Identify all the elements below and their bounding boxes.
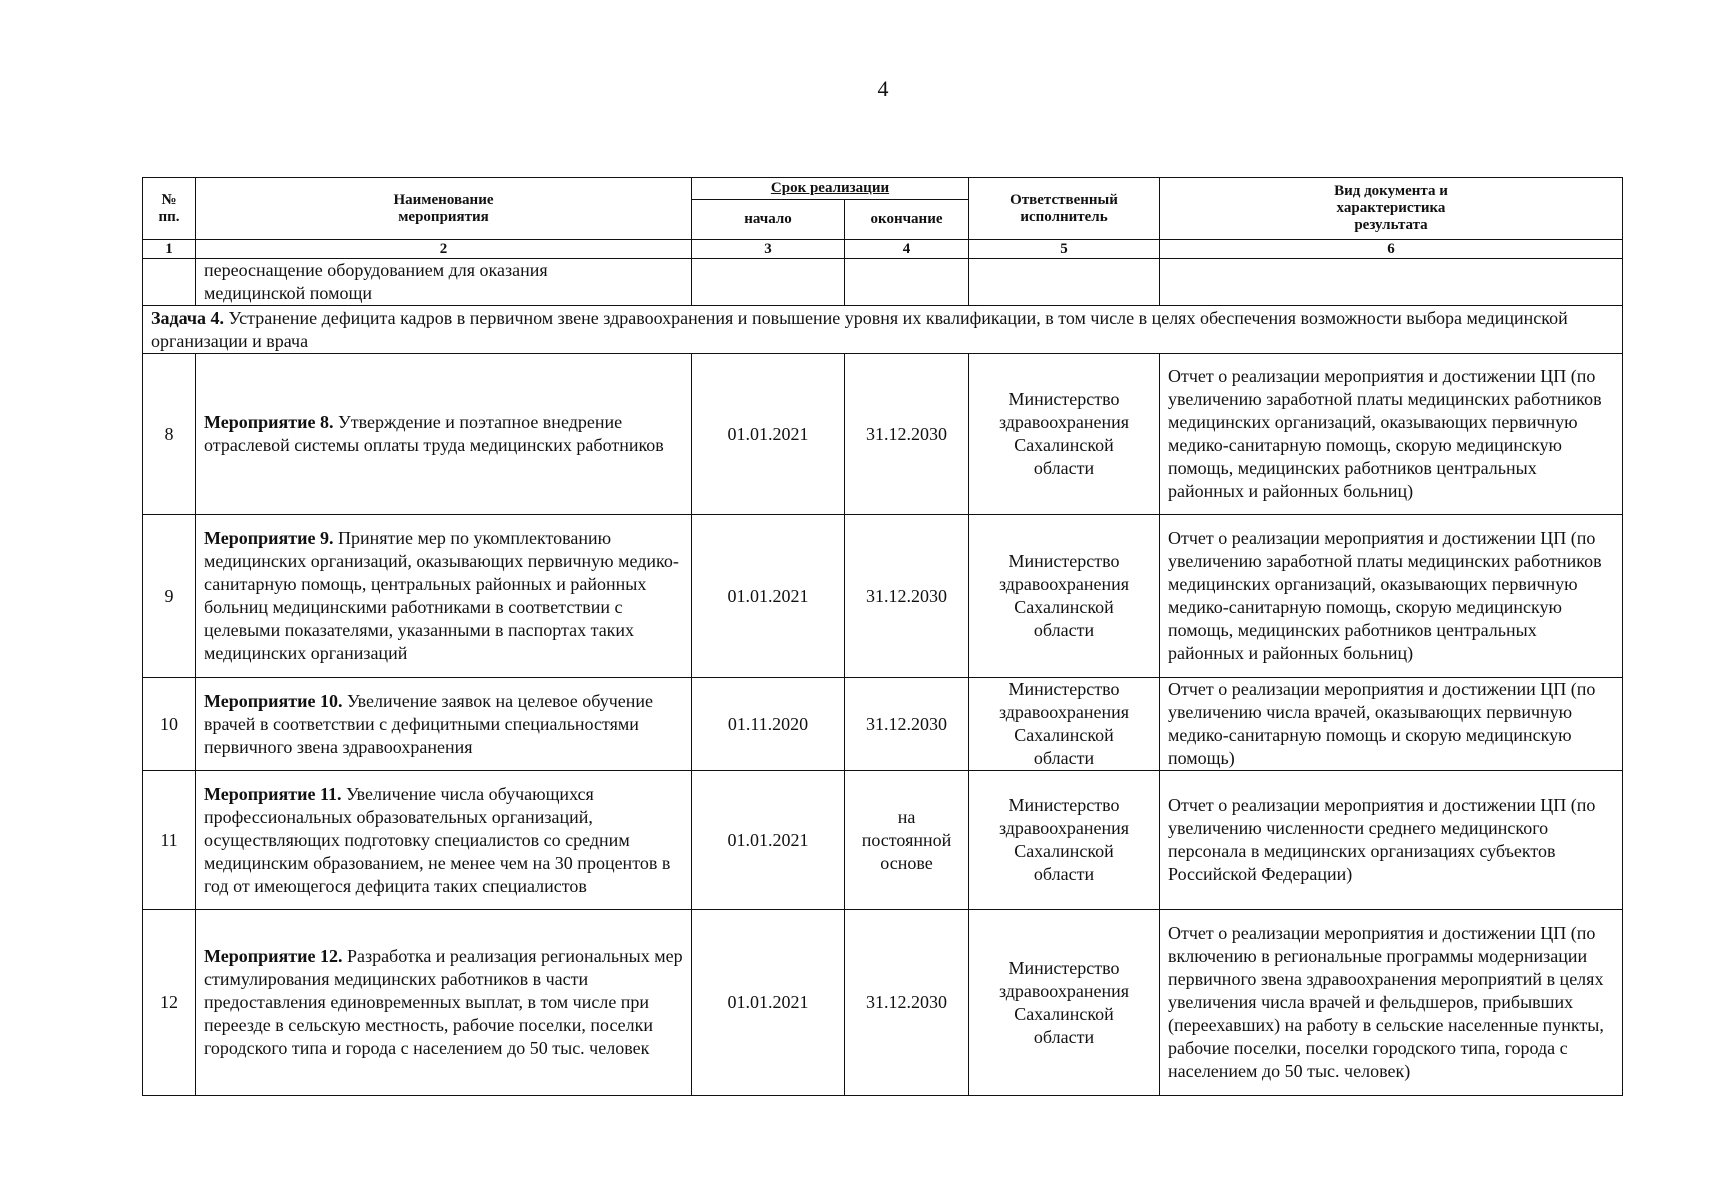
table-row	[143, 354, 1623, 515]
start-date: 01.01.2021	[692, 910, 845, 1096]
activity-desc: Утверждение и поэтапное внедрение отраслевой системы оплаты труда медицинских работников	[204, 412, 664, 455]
activity-title: Мероприятие 9.	[204, 528, 334, 548]
header-responsible: Ответственный исполнитель	[969, 178, 1160, 240]
task-label: Задача 4.	[151, 307, 225, 328]
end-date: 31.12.2030	[845, 678, 969, 771]
start-date: 01.11.2020	[692, 678, 845, 771]
task-row	[143, 306, 1623, 354]
end-date: 31.12.2030	[845, 515, 969, 678]
activity-title: Мероприятие 8.	[204, 412, 334, 432]
header-result: Вид документа и характеристика результата	[1160, 178, 1623, 240]
table-row	[143, 678, 1623, 771]
continuation-start	[692, 259, 845, 306]
row-num: 10	[143, 678, 196, 771]
row-num: 8	[143, 354, 196, 515]
header-period: Срок реализации	[692, 178, 969, 200]
result-description: Отчет о реализации мероприятия и достижении ЦП (по увеличению заработной платы медицинских работников медицинских организаций, оказывающих первичную медико-санитарную помощь, скорую медицинскую помощь, медицинских работников центральных районных и районных больниц)	[1160, 354, 1623, 515]
column-number: 1	[143, 240, 196, 259]
row-num: 12	[143, 910, 196, 1096]
activity-cell	[196, 515, 692, 678]
row-num: 9	[143, 515, 196, 678]
start-date: 01.01.2021	[692, 771, 845, 910]
header-start: начало	[692, 200, 845, 240]
continuation-responsible	[969, 259, 1160, 306]
start-date: 01.01.2021	[692, 354, 845, 515]
header-end: окончание	[845, 200, 969, 240]
activity-title: Мероприятие 12.	[204, 946, 343, 966]
result-description: Отчет о реализации мероприятия и достижении ЦП (по включению в региональные программы модернизации первичного звена здравоохранения мероприятий в целях увеличения числа врачей и фельдшеров, прибывших (переехавших) на работу в сельские населенные пункты, рабочие поселки, поселки городского типа, города с населением до 50 тыс. человек)	[1160, 910, 1623, 1096]
table-row	[143, 910, 1623, 1096]
table-row	[143, 515, 1623, 678]
activity-desc: Принятие мер по укомплектованию медицинских организаций, оказывающих первичную медико-санитарную помощь, центральных районных и районных больниц медицинскими работниками в соответствии с целевыми показателями, указанными в паспортах таких медицинских организаций	[204, 528, 679, 663]
continuation-row	[143, 259, 1623, 306]
task-text: Устранение дефицита кадров в первичном звене здравоохранения и повышение уровня их квалификации, в том числе в целях обеспечения возможности выбора медицинской организации и врача	[151, 307, 1568, 351]
page-number: 4	[877, 76, 889, 101]
header-name: Наименование мероприятия	[196, 178, 692, 240]
column-number: 6	[1160, 240, 1623, 259]
activity-cell	[196, 910, 692, 1096]
row-num: 11	[143, 771, 196, 910]
continuation-result	[1160, 259, 1623, 306]
activity-desc: Увеличение числа обучающихся профессиональных образовательных организаций, осуществляющих подготовку специалистов со средним медицинским образованием, не менее чем на 30 процентов в год от имеющегося дефицита таких специалистов	[204, 783, 671, 896]
result-description: Отчет о реализации мероприятия и достижении ЦП (по увеличению заработной платы медицинских работников медицинских организаций, оказывающих первичную медико-санитарную помощь, скорую медицинскую помощь, медицинских работников центральных районных и районных больниц)	[1160, 515, 1623, 678]
column-numbers-row	[143, 240, 1623, 259]
column-number: 3	[692, 240, 845, 259]
continuation-num	[143, 259, 196, 306]
responsible-executor: Министерство здравоохранения Сахалинской области	[969, 515, 1160, 678]
column-number: 2	[196, 240, 692, 259]
column-number: 4	[845, 240, 969, 259]
header-row-1	[143, 178, 1623, 200]
activity-title: Мероприятие 11.	[204, 783, 342, 804]
activity-cell	[196, 354, 692, 515]
activity-cell	[196, 771, 692, 910]
activity-desc: Увеличение заявок на целевое обучение врачей в соответствии с дефицитными специальностями первичного звена здравоохранения	[204, 690, 654, 757]
activity-title: Мероприятие 10.	[204, 690, 343, 711]
start-date: 01.01.2021	[692, 515, 845, 678]
continuation-name: переоснащение оборудованием для оказания медицинской помощи	[196, 259, 692, 306]
end-date: на постоянной основе	[845, 771, 969, 910]
result-description: Отчет о реализации мероприятия и достижении ЦП (по увеличению численности среднего медицинского персонала в медицинских организациях субъектов Российской Федерации)	[1160, 771, 1623, 910]
activity-cell	[196, 678, 692, 771]
responsible-executor: Министерство здравоохранения Сахалинской области	[969, 678, 1160, 771]
task-heading	[143, 306, 1623, 354]
responsible-executor: Министерство здравоохранения Сахалинской области	[969, 771, 1160, 910]
result-description: Отчет о реализации мероприятия и достижении ЦП (по увеличению числа врачей, оказывающих первичную медико-санитарную помощь и скорую медицинскую помощь)	[1160, 678, 1623, 771]
activity-desc: Разработка и реализация региональных мер стимулирования медицинских работников в части предоставления единовременных выплат, в том числе при переезде в сельскую местность, рабочие поселки, поселки городского типа и города с населением до 50 тыс. человек	[204, 946, 683, 1058]
column-number: 5	[969, 240, 1160, 259]
activities-table	[142, 177, 1623, 1096]
continuation-end	[845, 259, 969, 306]
header-num: № пп.	[143, 178, 196, 240]
responsible-executor: Министерство здравоохранения Сахалинской области	[969, 354, 1160, 515]
responsible-executor: Министерство здравоохранения Сахалинской области	[969, 910, 1160, 1096]
table-row	[143, 771, 1623, 910]
end-date: 31.12.2030	[845, 910, 969, 1096]
end-date: 31.12.2030	[845, 354, 969, 515]
